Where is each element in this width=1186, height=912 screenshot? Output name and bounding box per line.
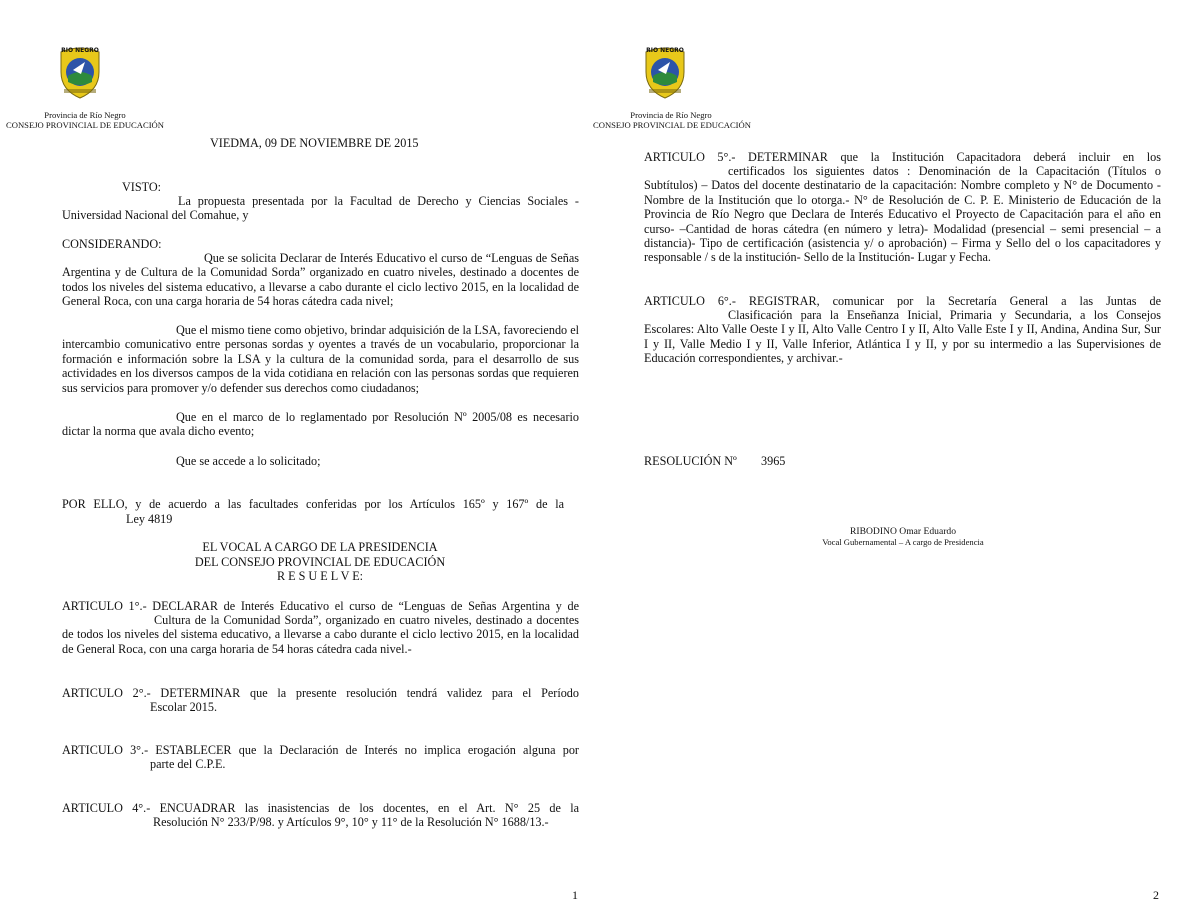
header-council: CONSEJO PROVINCIAL DE EDUCACIÓN	[593, 120, 751, 130]
header-council: CONSEJO PROVINCIAL DE EDUCACIÓN	[6, 120, 164, 130]
articulo-2-body: Escolar 2015.	[150, 700, 218, 714]
por-ello-line-1: POR ELLO, y de acuerdo a las facultades conferidas por los Artículos 165º y 167º de la	[62, 497, 564, 511]
articulo-5-body: certificados los siguientes datos : Denominación de la Capacitación (Títulos o Subtítulos) – Datos del docente destinatario de la capacitación: Nombre completo y N° de Documento - Nombre de la Institución que lo otorga.- N° de Resolución de C. P. E. Ministerio de Educación de la Provincia de Río Negro que Declara de Interés Educativo el Proyecto de Capacitación para el año en curso- –Cantidad de horas cátedra (en número y letra)- Modalidad (presencial – semi presencial – a distancia)- Tipo de certificación (asistencia y/ o aprobación) – Firma y Sello del o los capacitadores y responsable / s de la institución- Sello de la Institución- Lugar y Fecha.	[644, 164, 1161, 265]
articulo-6-heading: ARTICULO 6°.- REGISTRAR, comunicar por la Secretaría General a las Juntas de	[644, 294, 1161, 308]
logo-lettering: RIO NEGRO	[646, 47, 684, 54]
visto-label: VISTO:	[122, 180, 162, 194]
signer-title: Vocal Gubernamental – A cargo de Presidencia	[822, 537, 984, 547]
header-province: Provincia de Río Negro	[44, 110, 126, 120]
resuelve-heading: R E S U E L V E:	[276, 569, 364, 583]
resolucion-number: 3965	[761, 454, 786, 468]
page-number-1: 1	[572, 888, 578, 902]
vocal-heading-2: DEL CONSEJO PROVINCIAL DE EDUCACIÓN	[194, 555, 446, 569]
rio-negro-shield-logo	[55, 42, 105, 100]
header-province: Provincia de Río Negro	[630, 110, 712, 120]
document-page-2	[593, 0, 1186, 912]
signer-name: RIBODINO Omar Eduardo	[849, 526, 957, 537]
por-ello-line-2: Ley 4819	[126, 512, 173, 526]
articulo-4-heading: ARTICULO 4°.- ENCUADRAR las inasistencias de los docentes, en el Art. N° 25 de la	[62, 801, 579, 815]
considerando-paragraph-4: Que se accede a lo solicitado;	[176, 454, 321, 468]
considerando-paragraph-1: Que se solicita Declarar de Interés Educativo el curso de “Lenguas de Señas Argentina y de Cultura de la Comunidad Sorda” organizado en cuatro niveles, destinado a docentes de todos los niveles del sistema educativo, a llevarse a cabo durante el ciclo lectivo 2015, en la localidad de General Roca, con una carga horaria de 54 horas cátedra cada nivel;	[62, 251, 579, 309]
page-number-2: 2	[1153, 888, 1159, 902]
date-line: VIEDMA, 09 DE NOVIEMBRE DE 2015	[210, 136, 419, 150]
considerando-paragraph-3: Que en el marco de lo reglamentado por Resolución Nº 2005/08 es necesario dictar la norma que avala dicho evento;	[62, 410, 579, 439]
rio-negro-shield-logo	[640, 42, 690, 100]
vocal-heading-1: EL VOCAL A CARGO DE LA PRESIDENCIA	[202, 540, 438, 554]
articulo-1-heading: ARTICULO 1°.- DECLARAR de Interés Educativo el curso de “Lenguas de Señas Argentina y de	[62, 599, 579, 613]
articulo-2-heading: ARTICULO 2°.- DETERMINAR que la presente resolución tendrá validez para el Período	[62, 686, 579, 700]
considerando-paragraph-2: Que el mismo tiene como objetivo, brindar adquisición de la LSA, favoreciendo el intercambio comunicativo entre personas sordas y oyentes a través de un vocabulario, proporcionar la formación e información sobre la LSA y la cultura de la comunidad sorda, para el desarrollo de sus actividades en los diversos campos de la vida cotidiana en relación con las personas sordas que requieren sus servicios para promover y/o defender sus derechos como ciudadanos;	[62, 323, 579, 395]
logo-lettering: RIO NEGRO	[61, 47, 99, 54]
articulo-1-body: Cultura de la Comunidad Sorda”, organizado en cuatro niveles, destinado a docentes de todos los niveles del sistema educativo, a llevarse a cabo durante el ciclo lectivo 2015, en la localidad de General Roca, con una carga horaria de 54 horas cátedra cada nivel.-	[62, 613, 579, 656]
resolucion-label: RESOLUCIÓN Nº	[644, 454, 737, 468]
articulo-4-body: Resolución N° 233/P/98. y Artículos 9°, 10° y 11° de la Resolución N° 1688/13.-	[153, 815, 549, 829]
considerando-label: CONSIDERANDO:	[62, 237, 162, 251]
articulo-3-heading: ARTICULO 3°.- ESTABLECER que la Declaración de Interés no implica erogación alguna por	[62, 743, 579, 757]
articulo-5-heading: ARTICULO 5°.- DETERMINAR que la Institución Capacitadora deberá incluir en los	[644, 150, 1161, 164]
visto-paragraph: La propuesta presentada por la Facultad de Derecho y Ciencias Sociales - Universidad Nacional del Comahue, y	[62, 194, 579, 223]
articulo-3-body: parte del C.P.E.	[150, 757, 226, 771]
articulo-6-body: Clasificación para la Enseñanza Inicial, Primaria y Secundaria, a los Consejos Escolares: Alto Valle Oeste I y II, Alto Valle Centro I y II, Alto Valle Este I y II, Andina, Andina Sur, Sur I y II, Valle Medio I y II, Valle Inferior, Atlántica I y II, y por su intermedio a las Supervisiones de Educación correspondientes, y archivar.-	[644, 308, 1161, 366]
